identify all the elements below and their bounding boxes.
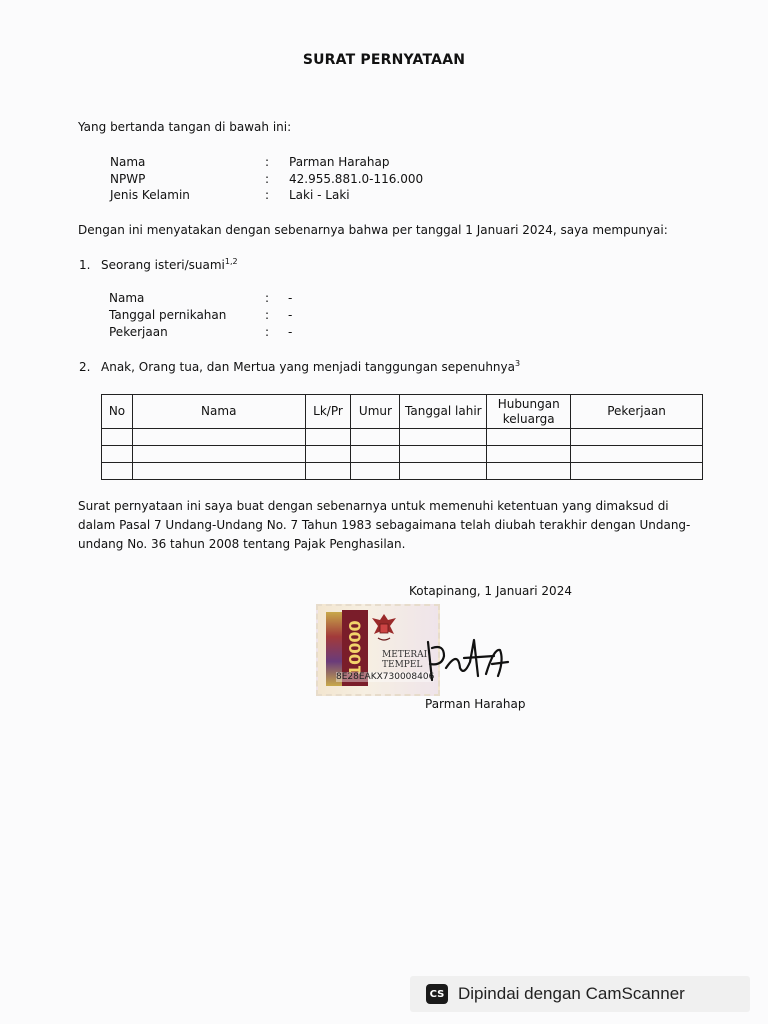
place-date: Kotapinang, 1 Januari 2024	[409, 584, 572, 598]
table-cell	[132, 429, 305, 446]
spouse-value-occupation: -	[288, 325, 293, 339]
spouse-value-name: -	[288, 291, 293, 305]
identity-value-gender: Laki - Laki	[289, 188, 350, 202]
section2-number: 2.	[79, 360, 91, 374]
table-cell	[571, 446, 703, 463]
table-cell	[487, 463, 571, 480]
table-cell	[102, 463, 133, 480]
section2-heading	[101, 360, 520, 374]
section2-footnote-ref: 3	[514, 359, 521, 368]
header-age: Umur	[351, 395, 400, 429]
identity-value-npwp: 42.955.881.0-116.000	[289, 172, 424, 186]
header-no: No	[102, 395, 133, 429]
camscanner-watermark	[410, 976, 750, 1012]
section2-heading-text: Anak, Orang tua, dan Mertua yang menjadi tanggungan sepenuhnya	[101, 360, 515, 374]
section1-number: 1.	[79, 258, 91, 272]
table-cell	[132, 463, 305, 480]
closing-paragraph: Surat pernyataan ini saya buat dengan sebenarnya untuk memenuhi ketentuan yang dimaksud di dalam Pasal 7 Undang-Undang No. 7 Tahun 1983 sebagaimana telah diubah terakhir dengan Undang-undang No. 36 tahun 2008 tentang Pajak Penghasilan.	[78, 499, 691, 551]
table-cell	[132, 446, 305, 463]
table-cell	[400, 446, 487, 463]
section1-heading-text: Seorang isteri/suami	[101, 258, 225, 272]
table-cell	[305, 463, 351, 480]
colon: :	[265, 291, 270, 305]
spouse-label-name: Nama	[109, 291, 145, 305]
intro-text: Yang bertanda tangan di bawah ini:	[78, 120, 292, 134]
colon: :	[265, 172, 270, 186]
colon: :	[265, 325, 270, 339]
table-cell	[305, 429, 351, 446]
camscanner-text: Dipindai dengan CamScanner	[458, 984, 685, 1003]
table-cell	[351, 429, 400, 446]
table-cell	[571, 463, 703, 480]
table-cell	[102, 446, 133, 463]
header-gender: Lk/Pr	[305, 395, 351, 429]
table-cell	[351, 446, 400, 463]
header-birth-date: Tanggal lahir	[400, 395, 487, 429]
table-cell	[102, 429, 133, 446]
table-cell	[305, 446, 351, 463]
spouse-value-marriage-date: -	[288, 308, 293, 322]
statement-text: Dengan ini menyatakan dengan sebenarnya bahwa per tanggal 1 Januari 2024, saya mempunyai:	[78, 223, 668, 237]
stamp-serial-code: 8E28EAKX730008406	[336, 672, 435, 682]
identity-label-gender: Jenis Kelamin	[110, 188, 190, 202]
table-row	[102, 429, 703, 446]
spouse-label-occupation: Pekerjaan	[109, 325, 168, 339]
garuda-emblem-icon	[370, 612, 398, 644]
section1-footnote-ref: 1,2	[224, 257, 238, 266]
header-occupation: Pekerjaan	[571, 395, 703, 429]
table-row	[102, 446, 703, 463]
table-cell	[400, 463, 487, 480]
dependents-table	[101, 394, 703, 480]
camscanner-logo-icon: CS	[426, 984, 448, 1004]
header-nama: Nama	[132, 395, 305, 429]
document-title: SURAT PERNYATAAN	[302, 52, 466, 68]
identity-label-name: Nama	[110, 155, 146, 169]
colon: :	[265, 308, 270, 322]
stamp-label: METERAI TEMPEL	[382, 650, 428, 670]
section1-heading	[101, 258, 238, 272]
identity-value-name: Parman Harahap	[289, 155, 390, 169]
header-relationship: Hubungan keluarga	[487, 395, 571, 429]
signer-name: Parman Harahap	[425, 697, 526, 711]
table-header-row	[102, 395, 703, 429]
stamp-amount: 10000	[342, 610, 368, 686]
spouse-label-marriage-date: Tanggal pernikahan	[109, 308, 227, 322]
table-cell	[487, 429, 571, 446]
identity-label-npwp: NPWP	[110, 172, 146, 186]
table-cell	[400, 429, 487, 446]
colon: :	[265, 188, 270, 202]
table-cell	[351, 463, 400, 480]
table-cell	[487, 446, 571, 463]
table-row	[102, 463, 703, 480]
handwritten-signature	[408, 628, 518, 688]
colon: :	[265, 155, 270, 169]
table-cell	[571, 429, 703, 446]
